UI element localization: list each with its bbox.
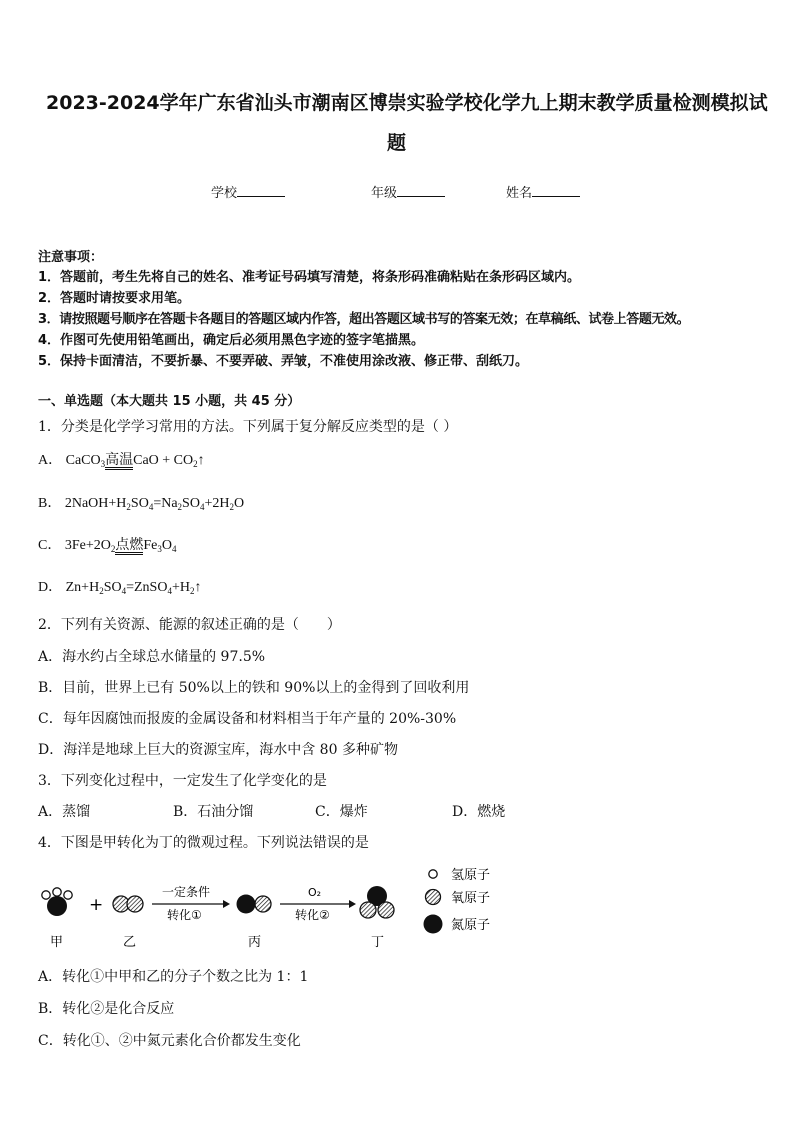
legend-hydrogen: 氢原子	[451, 868, 491, 883]
arrow-2-condition: O₂	[308, 886, 322, 899]
school-field	[211, 182, 285, 201]
grade-label: 年级	[371, 186, 398, 201]
note-item: 4．作图可先使用铅笔画出，确定后必须用黑色字迹的签字笔描黑。	[38, 333, 425, 348]
question-2-stem: 2．下列有关资源、能源的叙述正确的是（ ）	[38, 617, 341, 633]
question-3-option: A．蒸馏	[38, 804, 91, 820]
nitrogen-atom-icon	[424, 915, 443, 934]
note-item: 5．保持卡面清洁，不要折暴、不要弄破、弄皱，不准使用涂改液、修正带、刮纸刀。	[38, 354, 529, 369]
question-3-option: D．燃烧	[452, 804, 506, 820]
question-2-option: B．目前，世界上已有 50%以上的铁和 90%以上的金得到了回收利用	[38, 680, 470, 696]
oxygen-atom-icon	[426, 890, 441, 905]
molecular-transformation-diagram	[0, 858, 794, 953]
note-item: 1．答题前，考生先将自己的姓名、准考证号码填写清楚，将条形码准确粘贴在条形码区域内。	[38, 270, 581, 285]
note-item: 3．请按照题号顺序在答题卡各题目的答题区域内作答，超出答题区域书写的答案无效；在草稿纸、试卷上答题无效。	[38, 312, 690, 327]
legend-nitrogen: 氮原子	[451, 918, 491, 933]
question-1-option-b: B． $2NaOH+H_2SO_4=Na_2SO_4+2H_2O$	[38, 496, 245, 512]
arrow-right-icon	[349, 900, 356, 908]
name-label: 姓名	[506, 186, 533, 201]
question-4-option: C．转化①、②中氮元素化合价都发生变化	[38, 1033, 301, 1049]
question-1-option-a: A． CaCO$_3$高温CaO + $CO_2↑$	[38, 453, 205, 469]
question-2-option: C．每年因腐蚀而报废的金属设备和材料相当于年产量的 20%-30%	[38, 711, 457, 727]
question-2-option: D．海洋是地球上巨大的资源宝库，海水中含 80 多种矿物	[38, 742, 398, 758]
question-4-option: A．转化①中甲和乙的分子个数之比为 1：1	[38, 969, 309, 985]
arrow-2-label: 转化②	[295, 908, 330, 922]
arrow-1-label: 转化①	[167, 908, 202, 922]
molecule-ding	[360, 886, 394, 918]
document-title-continued: 题	[387, 132, 407, 154]
diagram-legend	[424, 868, 491, 934]
legend-oxygen: 氧原子	[451, 891, 491, 906]
label-ding: 丁	[371, 935, 385, 950]
notes-heading: 注意事项：	[38, 250, 104, 265]
molecule-yi	[113, 896, 143, 912]
question-2-option: A．海水约占全球总水储量的 97.5%	[38, 649, 266, 665]
question-3-stem: 3．下列变化过程中，一定发生了化学变化的是	[38, 773, 327, 789]
question-4-stem: 4．下图是甲转化为丁的微观过程。下列说法错误的是	[38, 835, 369, 851]
school-label: 学校	[211, 186, 238, 201]
question-1-option-c: C． $3Fe+2O_2$点燃$Fe_3O_4$	[38, 538, 177, 554]
school-blank	[237, 184, 285, 197]
plus-sign: +	[89, 895, 104, 915]
name-field	[506, 182, 580, 201]
section-heading: 一、单选题（本大题共 15 小题，共 45 分）	[38, 394, 301, 409]
name-blank	[532, 184, 580, 197]
molecule-jia	[42, 888, 72, 916]
gas-arrow-icon: ↑	[194, 580, 202, 595]
grade-blank	[397, 184, 445, 197]
reaction-condition: 高温	[105, 453, 134, 468]
note-item: 2．答题时请按要求用笔。	[38, 291, 191, 306]
arrow-1-condition: 一定条件	[162, 885, 211, 899]
arrow-right-icon	[223, 900, 230, 908]
molecule-bing	[237, 895, 272, 914]
reaction-condition: 点燃	[115, 538, 144, 553]
question-4-option: B．转化②是化合反应	[38, 1001, 175, 1017]
question-3-option: B．石油分馏	[173, 804, 254, 820]
hydrogen-atom-icon	[429, 870, 437, 878]
label-yi: 乙	[123, 935, 137, 950]
grade-field	[371, 182, 445, 201]
question-3-option: C．爆炸	[315, 804, 368, 820]
label-jia: 甲	[50, 935, 64, 950]
question-1-stem: 1．分类是化学学习常用的方法。下列属于复分解反应类型的是（ ）	[38, 419, 458, 435]
gas-arrow-icon: ↑	[197, 453, 205, 468]
document-title: 2023-2024学年广东省汕头市潮南区博崇实验学校化学九上期末教学质量检测模拟试	[46, 92, 768, 114]
label-bing: 丙	[248, 935, 262, 950]
question-1-option-d: D． $Zn+H_2SO_4=ZnSO_4+H_2↑$	[38, 580, 202, 596]
